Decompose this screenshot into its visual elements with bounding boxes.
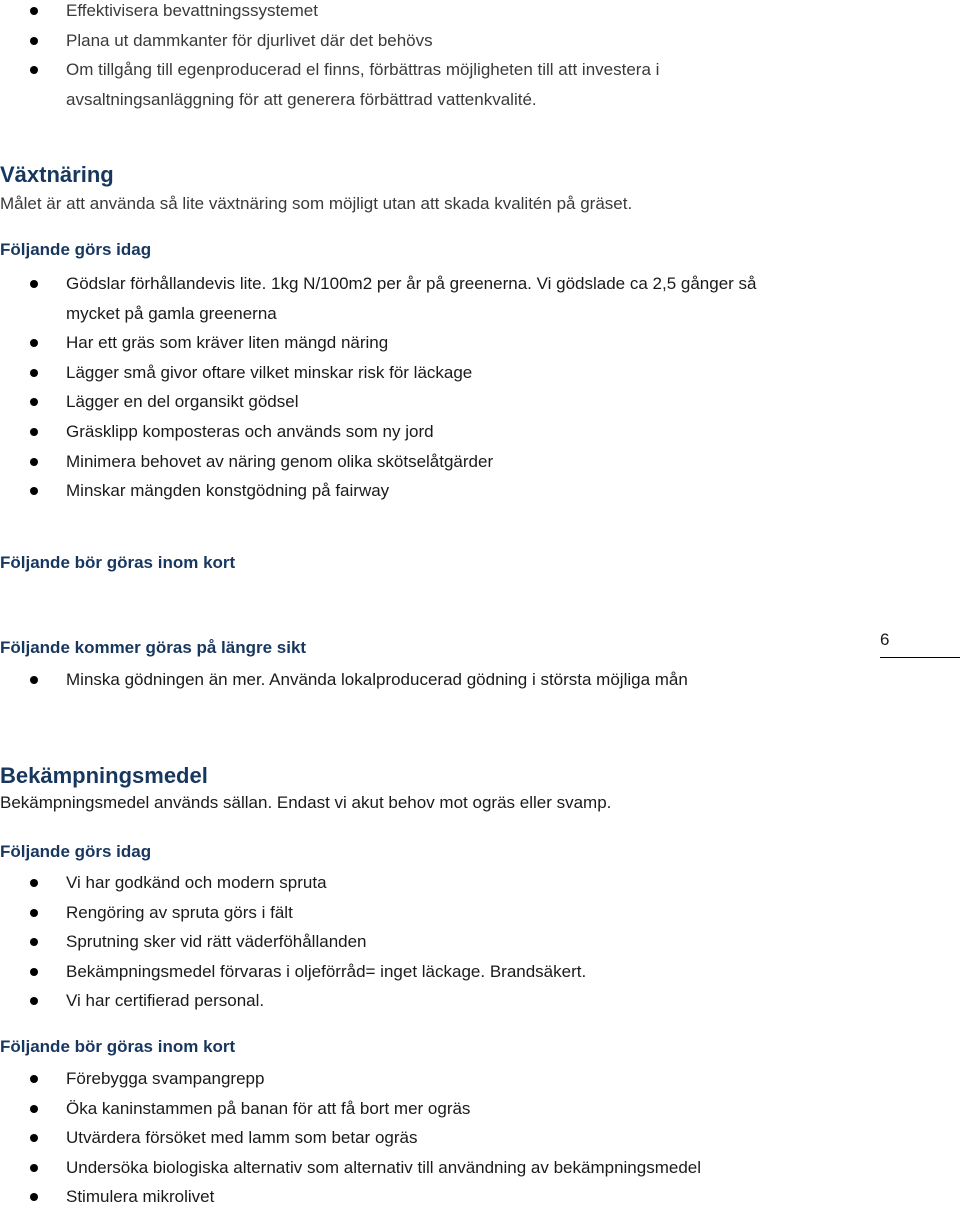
bekampning-today-list — [0, 868, 960, 1016]
list-item — [0, 417, 960, 447]
list-item — [0, 476, 960, 506]
list-item-text: Minska gödningen än mer. Använda lokalproducerad gödning i största möjliga mån — [66, 670, 688, 689]
list-item-text: Minskar mängden konstgödning på fairway — [66, 481, 390, 501]
bullet-icon — [30, 280, 38, 288]
list-item — [0, 898, 960, 928]
list-item — [0, 927, 960, 957]
section-heading-vaxtnaring: Växtnäring — [0, 162, 114, 187]
list-item-text: Lägger små givor oftare vilket minskar risk för läckage — [66, 362, 473, 382]
vaxtnaring-today-list — [0, 269, 960, 506]
list-item-text: Effektivisera bevattningssystemet — [66, 1, 318, 20]
bullet-icon — [30, 1193, 38, 1201]
section-intro: Bekämpningsmedel används sällan. Endast vi akut behov mot ogräs eller svamp. — [0, 793, 612, 812]
list-item-text: Vi har godkänd och modern spruta — [66, 873, 327, 892]
list-item-text: Bekämpningsmedel förvaras i oljeförråd= inget läckage. Brandsäkert. — [66, 961, 587, 981]
bullet-icon — [30, 968, 38, 976]
section-heading-bekampningsmedel: Bekämpningsmedel — [0, 763, 208, 788]
list-item — [0, 986, 960, 1016]
list-item-text: Undersöka biologiska alternativ som alternativ till användning av bekämpningsmedel — [66, 1157, 702, 1177]
list-item-text: Stimulera mikrolivet — [66, 1187, 215, 1207]
bullet-icon — [30, 1164, 38, 1172]
bullet-icon — [30, 458, 38, 466]
list-item — [0, 387, 960, 417]
list-item-text: Öka kaninstammen på banan för att få bort mer ogräs — [66, 1098, 471, 1118]
list-item — [0, 1182, 960, 1212]
bullet-icon — [30, 909, 38, 917]
bullet-icon — [30, 487, 38, 495]
list-item-text: Utvärdera försöket med lamm som betar ogräs — [66, 1128, 418, 1148]
subheading-today: Följande görs idag — [0, 842, 152, 861]
bullet-icon — [30, 879, 38, 887]
page-number-rule — [880, 657, 960, 658]
bullet-icon — [30, 339, 38, 347]
list-item — [0, 447, 960, 477]
subheading-today: Följande görs idag — [0, 240, 152, 259]
list-item — [0, 868, 960, 898]
list-item — [0, 1064, 960, 1094]
top-bullet-list — [0, 0, 960, 114]
list-item — [0, 269, 960, 299]
list-item-text: Sprutning sker vid rätt väderföhållanden — [66, 932, 367, 952]
list-item — [0, 957, 960, 987]
list-item-text: Vi har certifierad personal. — [66, 991, 265, 1011]
list-item — [0, 1094, 960, 1124]
vaxtnaring-later-list — [0, 665, 860, 695]
bekampning-soon-list — [0, 1064, 960, 1212]
list-item-text: Har ett gräs som kräver liten mängd näring — [66, 333, 389, 353]
list-item-text: Minimera behovet av näring genom olika skötselåtgärder — [66, 451, 494, 471]
list-item-continuation — [0, 85, 960, 115]
bullet-icon — [30, 37, 38, 45]
bullet-icon — [30, 997, 38, 1005]
bullet-icon — [30, 1075, 38, 1083]
bullet-icon — [30, 428, 38, 436]
list-item-text: Gräsklipp komposteras och används som ny jord — [66, 421, 434, 441]
bullet-icon — [30, 398, 38, 406]
subheading-soon: Följande bör göras inom kort — [0, 553, 236, 572]
bullet-icon — [30, 1134, 38, 1142]
section-intro: Målet är att använda så lite växtnäring som möjligt utan att skada kvalitén på gräset. — [0, 194, 633, 213]
list-item-text: Lägger en del organsikt gödsel — [66, 392, 299, 412]
list-item — [0, 55, 960, 85]
list-item-text: Om tillgång till egenproducerad el finns, förbättras möjligheten till att investera i — [66, 60, 660, 80]
list-item — [0, 358, 960, 388]
subheading-later: Följande kommer göras på längre sikt — [0, 638, 307, 657]
list-item — [0, 26, 960, 56]
list-item — [0, 328, 960, 358]
list-item-text: Gödslar förhållandevis lite. 1kg N/100m2 per år på greenerna. Vi gödslade ca 2,5 gånger så — [66, 274, 757, 293]
list-item-text: Förebygga svampangrepp — [66, 1069, 265, 1088]
list-item-text: avsaltningsanläggning för att generera förbättrad vattenkvalité. — [66, 89, 537, 109]
page-number: 6 — [880, 630, 890, 649]
bullet-icon — [30, 1105, 38, 1113]
bullet-icon — [30, 938, 38, 946]
bullet-icon — [30, 369, 38, 377]
list-item-text: Plana ut dammkanter för djurlivet där det behövs — [66, 30, 433, 50]
subheading-soon: Följande bör göras inom kort — [0, 1037, 236, 1056]
list-item-text: Rengöring av spruta görs i fält — [66, 902, 293, 922]
list-item — [0, 1123, 960, 1153]
list-item — [0, 0, 960, 26]
list-item-text: mycket på gamla greenerna — [66, 303, 277, 323]
list-item-continuation — [0, 299, 960, 329]
bullet-icon — [30, 7, 38, 15]
list-item — [0, 665, 860, 695]
list-item — [0, 1153, 960, 1183]
bullet-icon — [30, 676, 38, 684]
bullet-icon — [30, 66, 38, 74]
